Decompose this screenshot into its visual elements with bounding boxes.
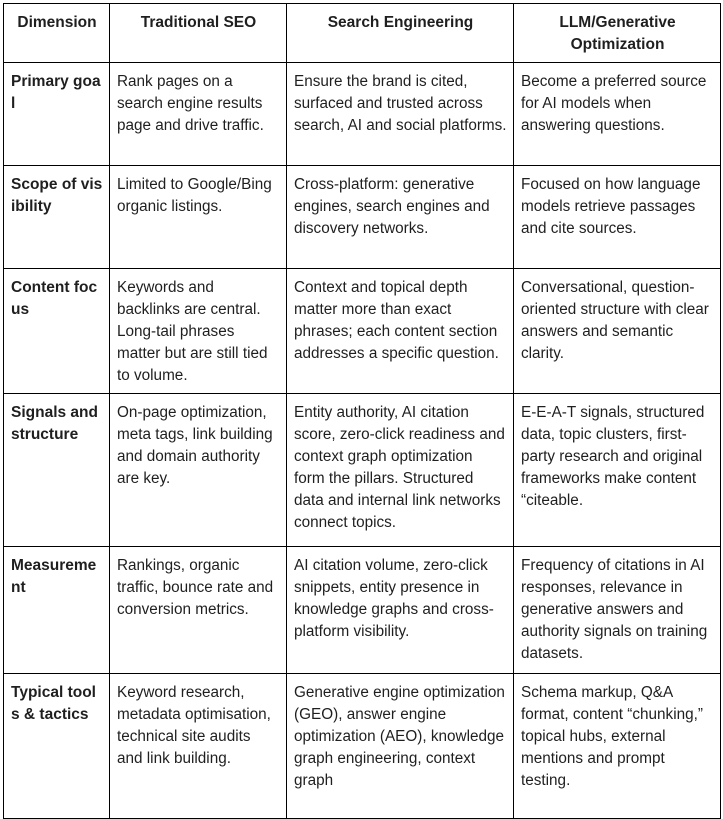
cell-llm-optimization: Frequency of citations in AI responses, relevance in generative answers and authority signals on training datasets.	[514, 547, 721, 674]
row-dimension: Typical tools & tactics	[4, 674, 110, 819]
header-row	[4, 4, 721, 63]
row-dimension: Primary goal	[4, 63, 110, 166]
table-row	[4, 394, 721, 547]
cell-search-engineering: Ensure the brand is cited, surfaced and trusted across search, AI and social platforms.	[287, 63, 514, 166]
row-dimension: Scope of visibility	[4, 166, 110, 269]
cell-search-engineering: Context and topical depth matter more than exact phrases; each content section addresses a specific question.	[287, 269, 514, 394]
cell-search-engineering: Cross-platform: generative engines, search engines and discovery networks.	[287, 166, 514, 269]
cell-search-engineering: AI citation volume, zero-click snippets, entity presence in knowledge graphs and cross-platform visibility.	[287, 547, 514, 674]
row-dimension: Signals and structure	[4, 394, 110, 547]
table-row	[4, 63, 721, 166]
table-row	[4, 269, 721, 394]
cell-search-engineering: Generative engine optimization (GEO), answer engine optimization (AEO), knowledge graph engineering, context graph	[287, 674, 514, 819]
table-row	[4, 674, 721, 819]
comparison-table-container	[3, 3, 720, 819]
cell-llm-optimization: E-E-A-T signals, structured data, topic clusters, first-party research and original frameworks make content “citeable.	[514, 394, 721, 547]
cell-llm-optimization: Focused on how language models retrieve passages and cite sources.	[514, 166, 721, 269]
cell-traditional-seo: Keywords and backlinks are central. Long-tail phrases matter but are still tied to volume.	[110, 269, 287, 394]
header-search-engineering: Search Engineering	[287, 4, 514, 63]
header-dimension: Dimension	[4, 4, 110, 63]
table-header	[4, 4, 721, 63]
header-llm-optimization: LLM/Generative Optimization	[514, 4, 721, 63]
cell-traditional-seo: Keyword research, metadata optimisation, technical site audits and link building.	[110, 674, 287, 819]
table-body	[4, 63, 721, 819]
cell-llm-optimization: Schema markup, Q&A format, content “chunking,” topical hubs, external mentions and prompt testing.	[514, 674, 721, 819]
header-traditional-seo: Traditional SEO	[110, 4, 287, 63]
table-row	[4, 166, 721, 269]
cell-traditional-seo: On-page optimization, meta tags, link building and domain authority are key.	[110, 394, 287, 547]
row-dimension: Measurement	[4, 547, 110, 674]
cell-traditional-seo: Rank pages on a search engine results page and drive traffic.	[110, 63, 287, 166]
cell-llm-optimization: Become a preferred source for AI models when answering questions.	[514, 63, 721, 166]
comparison-table	[3, 3, 721, 819]
cell-search-engineering: Entity authority, AI citation score, zero-click readiness and context graph optimization form the pillars. Structured data and internal link networks connect topics.	[287, 394, 514, 547]
cell-traditional-seo: Limited to Google/Bing organic listings.	[110, 166, 287, 269]
row-dimension: Content focus	[4, 269, 110, 394]
table-row	[4, 547, 721, 674]
cell-llm-optimization: Conversational, question-oriented structure with clear answers and semantic clarity.	[514, 269, 721, 394]
cell-traditional-seo: Rankings, organic traffic, bounce rate and conversion metrics.	[110, 547, 287, 674]
